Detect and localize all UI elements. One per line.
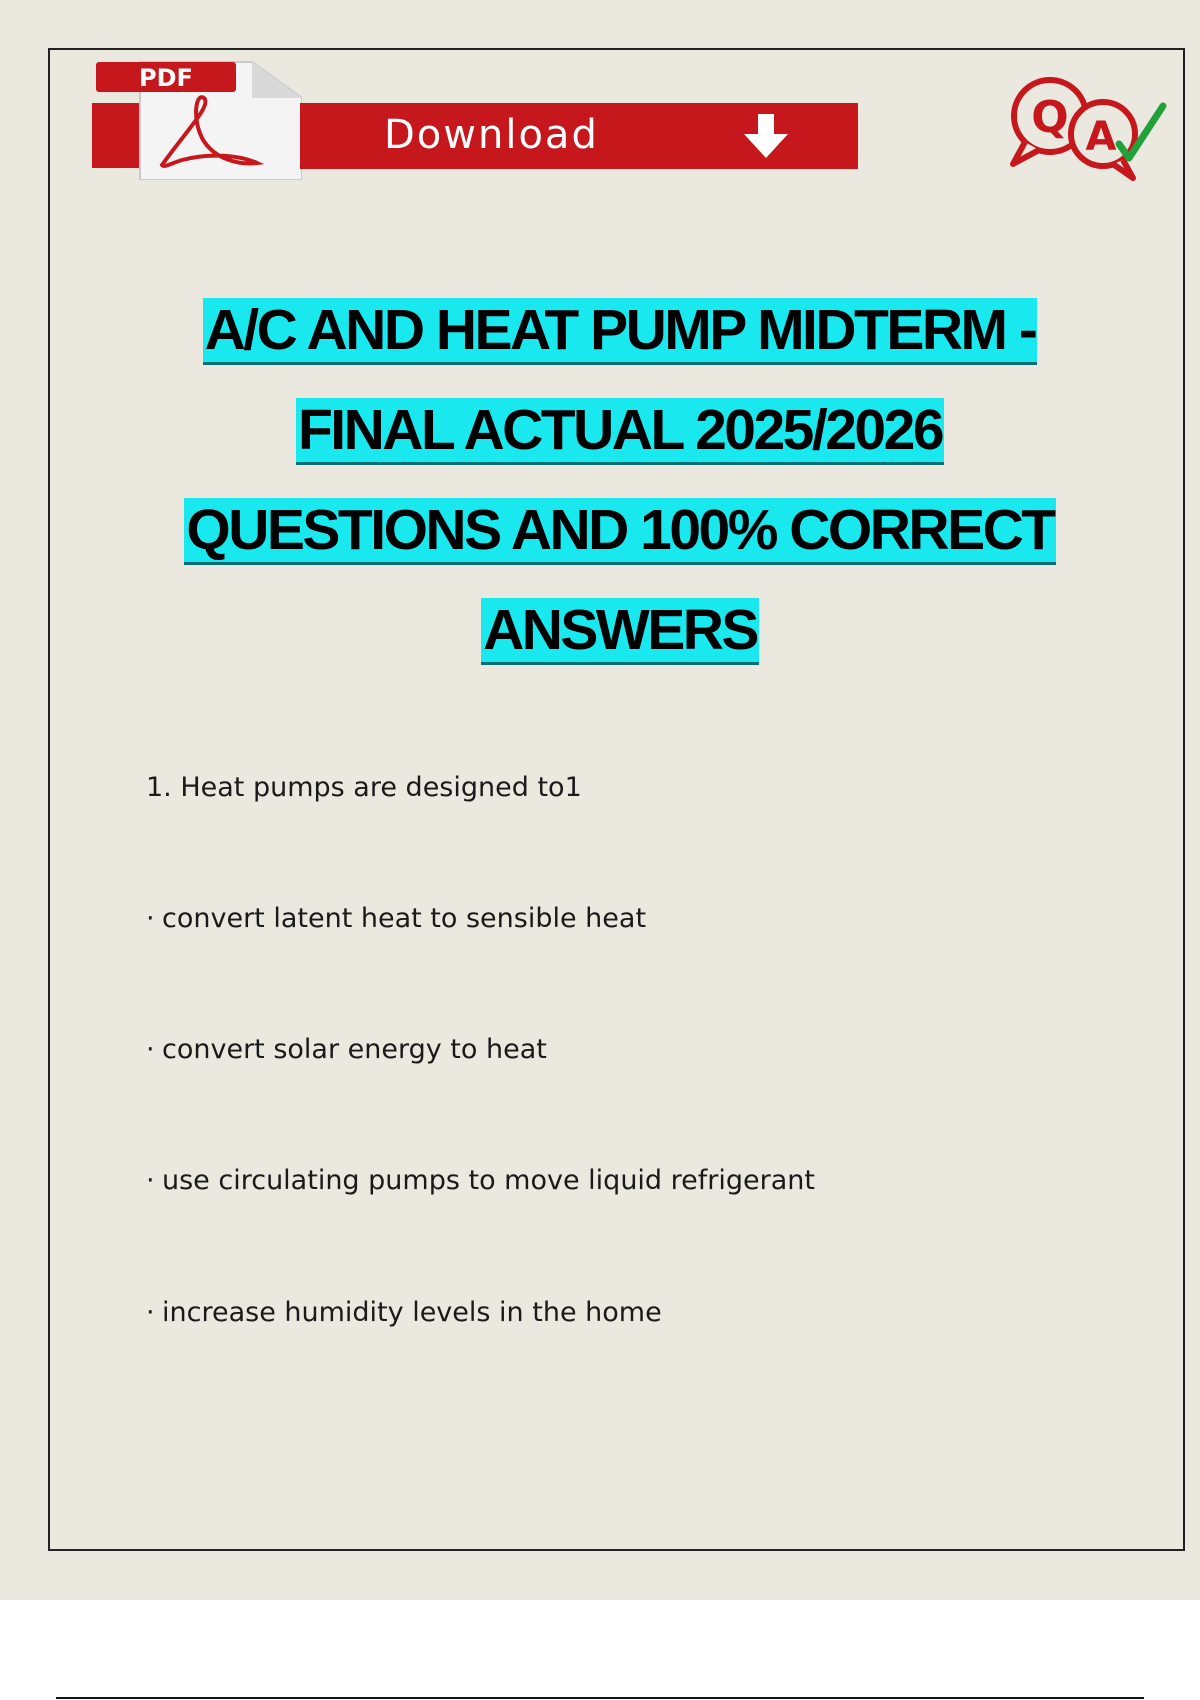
answer-option (146, 1163, 815, 1199)
answer-option-text: convert latent heat to sensible heat (162, 903, 647, 934)
download-label: Download (384, 112, 599, 158)
qa-speech-bubbles-icon (1005, 72, 1170, 182)
title-line-4: ANSWERS (481, 598, 759, 665)
question-text: 1. Heat pumps are designed to1 (146, 772, 582, 803)
answer-option (146, 901, 646, 937)
down-arrow-icon (740, 112, 792, 160)
bullet: · (146, 903, 155, 934)
bullet: · (146, 1034, 155, 1065)
answer-option-text: use circulating pumps to move liquid refrigerant (162, 1165, 815, 1196)
pdf-file-icon (92, 60, 302, 180)
qa-logo-a: A (1085, 114, 1117, 160)
document-title (100, 298, 1140, 698)
answer-option-text: convert solar energy to heat (162, 1034, 547, 1065)
bullet: · (146, 1297, 155, 1328)
bottom-divider (56, 1697, 1144, 1699)
bullet: · (146, 1165, 155, 1196)
title-line-2: FINAL ACTUAL 2025/2026 (296, 398, 944, 465)
title-line-3: QUESTIONS AND 100% CORRECT (184, 498, 1055, 565)
pdf-badge-label: PDF (139, 64, 193, 92)
answer-option (146, 1032, 547, 1068)
answer-option (146, 1295, 662, 1331)
answer-option-text: increase humidity levels in the home (162, 1297, 662, 1328)
download-button[interactable] (300, 103, 858, 169)
title-line-1: A/C AND HEAT PUMP MIDTERM - (203, 298, 1038, 365)
qa-logo-q: Q (1031, 92, 1069, 143)
